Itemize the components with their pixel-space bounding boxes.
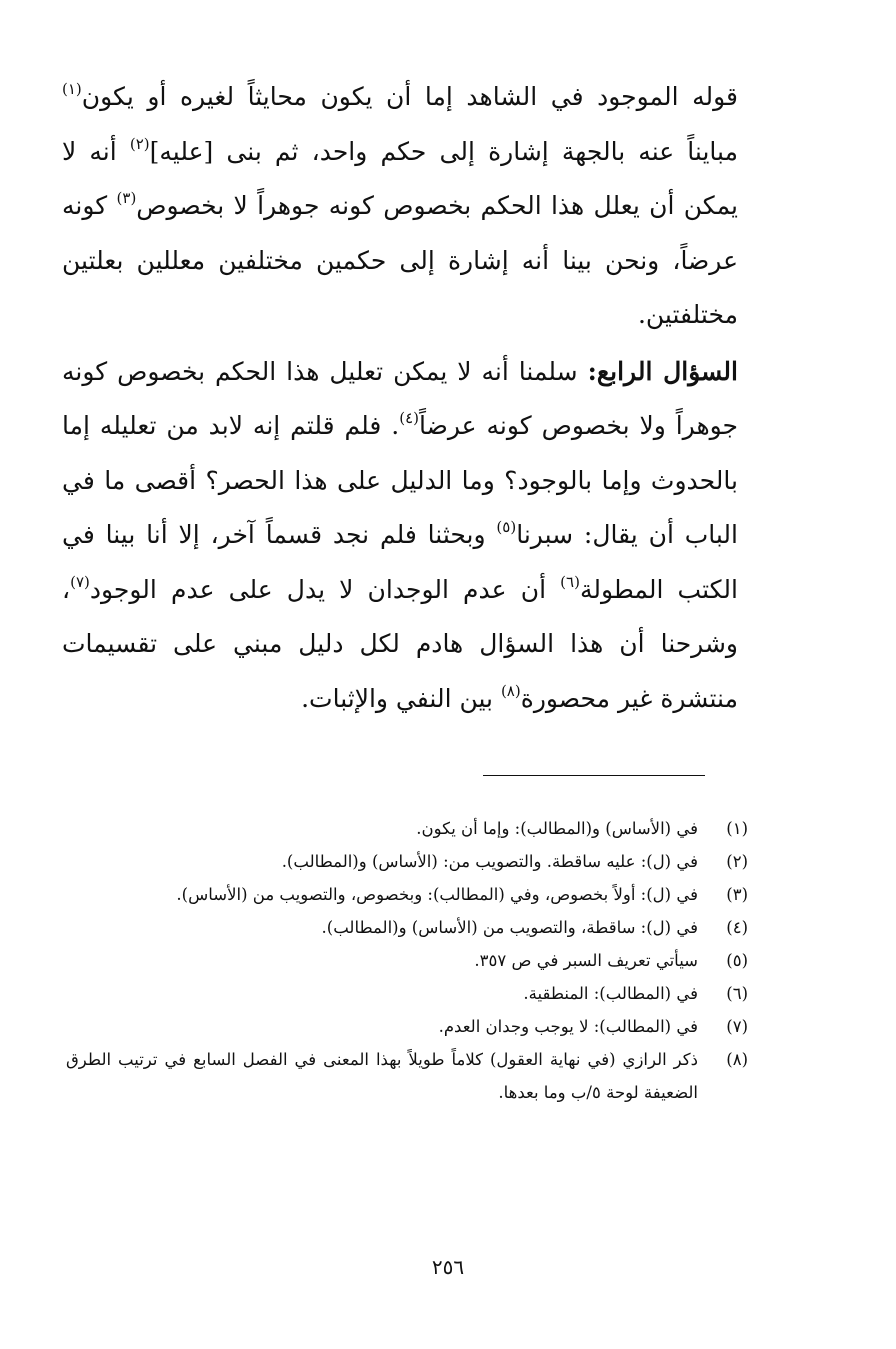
footnote-ref-7: (٧)	[70, 572, 90, 591]
page-number: ٢٥٦	[431, 1255, 465, 1279]
paragraph-1	[62, 70, 738, 343]
footnote-item	[66, 977, 748, 1010]
footnote-item	[66, 1010, 748, 1043]
footnote-number: (٨)	[726, 1050, 748, 1069]
footnote-ref-6: (٦)	[560, 572, 580, 591]
footnote-number: (٧)	[726, 1017, 748, 1036]
footnote-text: في (الأساس) و(المطالب): وإما أن يكون.	[416, 819, 698, 838]
footnote-text: سيأتي تعريف السبر في ص ٣٥٧.	[474, 951, 698, 970]
footnotes	[66, 812, 748, 1109]
paragraph-text: أن عدم الوجدان لا يدل على عدم الوجود	[89, 574, 561, 604]
footnote-text: في (المطالب): المنطقية.	[523, 984, 698, 1003]
footnote-ref-1: (١)	[62, 80, 82, 98]
footnote-item	[66, 812, 748, 845]
footnote-divider	[483, 775, 705, 776]
footnote-text: ذكر الرازي (في نهاية العقول) كلاماً طويلاً بهذا المعنى في الفصل السابع في ترتيب الطرق الضعيفة لوحة ٥/ب وما بعدها.	[66, 1050, 698, 1102]
paragraph-text: قوله الموجود في الشاهد إما أن يكون محايثاً لغيره أو يكون	[81, 82, 738, 111]
footnote-ref-5: (٥)	[496, 518, 517, 536]
footnote-ref-4: (٤)	[399, 409, 420, 427]
footnote-item	[66, 878, 748, 911]
paragraph-text: أنه لا يمكن أن يعلل هذا الحكم بخصوص كونه جوهراً لا بخصوص	[62, 136, 738, 220]
paragraph-text: كونه عرضاً، ونحن بينا أنه إشارة إلى حكمين مختلفين معللين بعلتين مختلفتين.	[62, 191, 738, 329]
paragraph-text: . فلم قلتم إنه لابد من تعليله إما بالحدوث وإما بالوجود؟ وما الدليل على هذا الحصر؟ أقصى ما في الباب أن يقال: سبرنا	[62, 411, 738, 549]
paragraph-text: ، وشرحنا أن هذا السؤال هادم لكل دليل مبني على تقسيمات منتشرة غير محصورة	[62, 574, 738, 713]
footnote-ref-8: (٨)	[500, 681, 521, 700]
footnote-text: في (المطالب): لا يوجب وجدان العدم.	[438, 1017, 698, 1036]
footnote-number: (٤)	[726, 918, 748, 937]
footnote-text: في (ل): أولاً بخصوص، وفي (المطالب): وبخصوص، والتصويب من (الأساس).	[176, 885, 698, 904]
main-text	[62, 70, 738, 726]
footnote-number: (٦)	[726, 984, 748, 1003]
footnote-number: (١)	[726, 819, 748, 838]
paragraph-text: مبايناً عنه بالجهة إشارة إلى حكم واحد، ثم بنى [عليه]	[149, 136, 738, 166]
paragraph-2	[62, 345, 738, 727]
paragraph-text: سلمنا أنه لا يمكن تعليل هذا الحكم بخصوص كونه جوهراً ولا بخصوص كونه عرضاً	[62, 356, 739, 440]
footnote-number: (٥)	[726, 951, 748, 970]
footnote-number: (٢)	[726, 852, 748, 871]
footnote-item	[66, 944, 748, 977]
footnote-number: (٣)	[726, 885, 748, 904]
footnote-text: في (ل): عليه ساقطة. والتصويب من: (الأساس) و(المطالب).	[281, 852, 698, 871]
footnote-ref-3: (٣)	[116, 189, 137, 207]
paragraph-text: وبحثنا فلم نجد قسماً آخر، إلا أنا بينا في الكتب المطولة	[62, 520, 738, 604]
section-heading-inline: السؤال الرابع:	[587, 356, 738, 386]
footnote-item	[66, 1043, 748, 1109]
footnote-text: في (ل): ساقطة، والتصويب من (الأساس) و(المطالب).	[321, 918, 698, 937]
footnote-item	[66, 911, 748, 944]
paragraph-text: بين النفي والإثبات.	[301, 683, 501, 713]
footnote-item	[66, 845, 748, 878]
footnote-ref-2: (٢)	[129, 134, 150, 153]
